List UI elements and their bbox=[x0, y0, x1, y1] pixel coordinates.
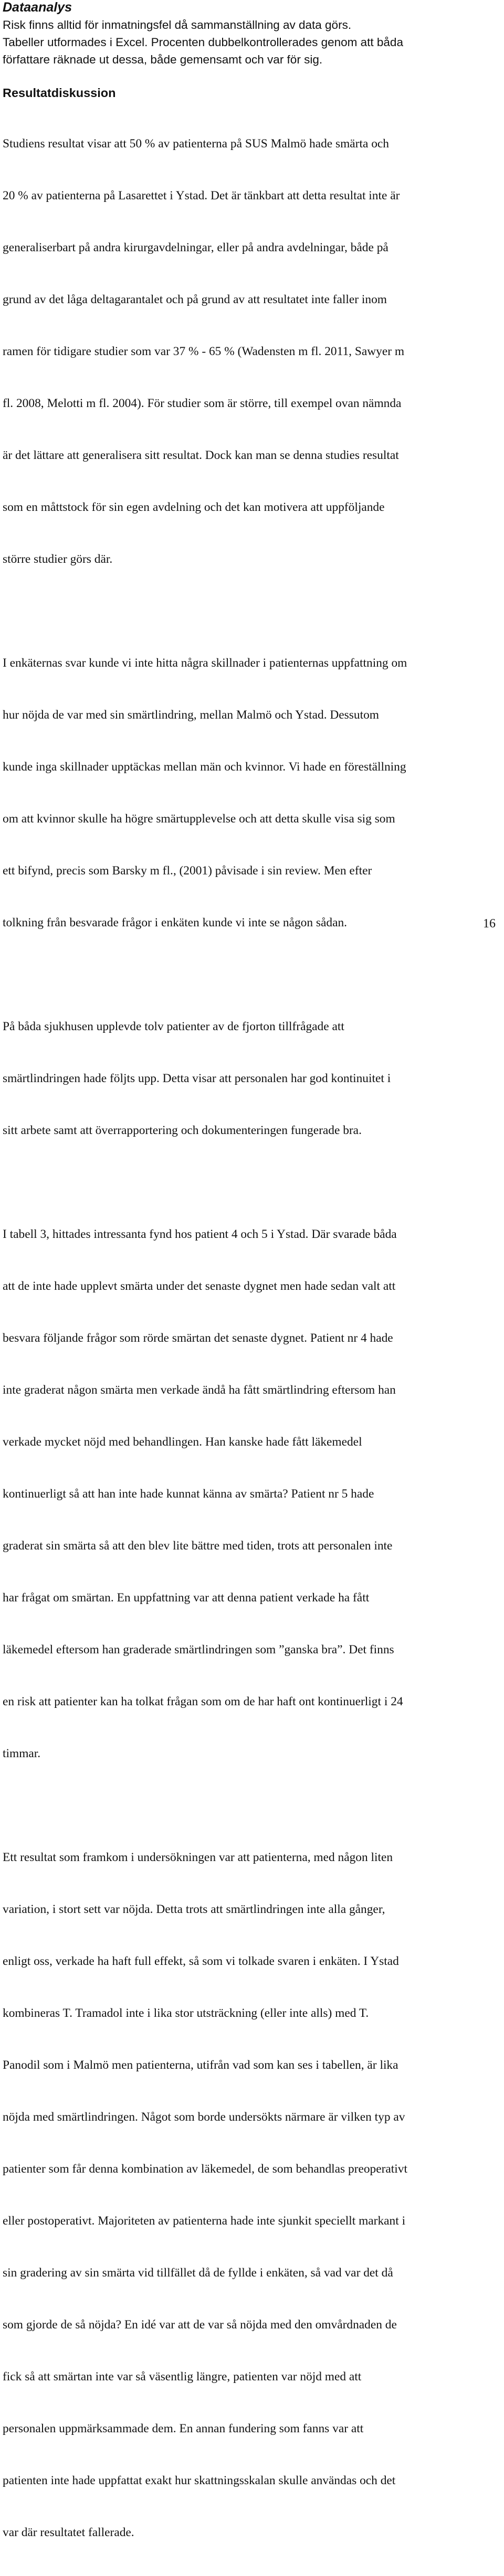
paragraph-line: smärtlindringen hade följts upp. Detta visar att personalen har god kontinuitet i bbox=[3, 1072, 391, 1085]
section-heading-resultatdiskussion: Resultatdiskussion bbox=[3, 86, 116, 100]
paragraph-line: Tabeller utformades i Excel. Procenten dubbelkontrollerades genom att båda bbox=[3, 36, 403, 49]
paragraph-1 bbox=[3, 101, 496, 603]
paragraph-line: personalen uppmärksammade dem. En annan fundering som fanns var att bbox=[3, 2422, 364, 2435]
paragraph-line: en risk att patienter kan ha tolkat frågan som om de har haft ont kontinuerligt i 24 bbox=[3, 1695, 403, 1708]
paragraph-line: sitt arbete samt att överrapportering och dokumenteringen fungerade bra. bbox=[3, 1124, 362, 1137]
paragraph-line: På båda sjukhusen upplevde tolv patienter av de fjorton tillfrågade att bbox=[3, 1020, 344, 1033]
paragraph-line: variation, i stort sett var nöjda. Detta trots att smärtlindringen inte alla gånger, bbox=[3, 1902, 385, 1916]
paragraph-line: I enkäternas svar kunde vi inte hitta några skillnader i patienternas uppfattning om bbox=[3, 656, 407, 670]
paragraph-line: Panodil som i Malmö men patienterna, utifrån vad som kan ses i tabellen, är lika bbox=[3, 2058, 398, 2072]
paragraph-line: tolkning från besvarade frågor i enkäten kunde vi inte se någon sådan. bbox=[3, 916, 348, 929]
paragraph-line: inte graderat någon smärta men verkade ändå ha fått smärtlindring eftersom han bbox=[3, 1383, 396, 1397]
paragraph-line: patienten inte hade uppfattat exakt hur skattningsskalan skulle användas och det bbox=[3, 2474, 396, 2487]
paragraph-line: Ett resultat som framkom i undersökningen var att patienterna, med någon liten bbox=[3, 1851, 393, 1864]
paragraph-line: I tabell 3, hittades intressanta fynd hos patient 4 och 5 i Ystad. Där svarade båda bbox=[3, 1227, 397, 1241]
paragraph-line: graderat sin smärta så att den blev lite bättre med tiden, trots att personalen inte bbox=[3, 1539, 393, 1553]
paragraph-line: ramen för tidigare studier som var 37 % - 65 % (Wadensten m fl. 2011, Sawyer m bbox=[3, 345, 405, 358]
paragraph-line: kontinuerligt så att han inte hade kunnat känna av smärta? Patient nr 5 hade bbox=[3, 1487, 374, 1501]
paragraph-line: nöjda med smärtlindringen. Något som borde undersökts närmare är vilken typ av bbox=[3, 2110, 405, 2124]
paragraph-line: större studier görs där. bbox=[3, 552, 113, 566]
paragraph-line: besvara följande frågor som rörde smärtan det senaste dygnet. Patient nr 4 hade bbox=[3, 1331, 393, 1345]
paragraph-line: ett bifynd, precis som Barsky m fl., (2001) påvisade i sin review. Men efter bbox=[3, 864, 372, 878]
paragraph-line: fick så att smärtan inte var så väsentlig längre, patienten var nöjd med att bbox=[3, 2370, 362, 2383]
page-number: 16 bbox=[483, 917, 496, 931]
paragraph-line: Studiens resultat visar att 50 % av patienterna på SUS Malmö hade smärta och bbox=[3, 137, 389, 151]
document-page bbox=[3, 0, 496, 2576]
paragraph-line: patienter som får denna kombination av läkemedel, de som behandlas preoperativt bbox=[3, 2162, 407, 2176]
paragraph-line: var där resultatet fallerade. bbox=[3, 2526, 134, 2539]
paragraph-line: hur nöjda de var med sin smärtlindring, mellan Malmö och Ystad. Dessutom bbox=[3, 708, 379, 722]
paragraph-5 bbox=[3, 1814, 496, 2576]
paragraph-line: Risk finns alltid för inmatningsfel då sammanställning av data görs. bbox=[3, 18, 352, 31]
paragraph-line: generaliserbart på andra kirurgavdelningar, eller på andra avdelningar, både på bbox=[3, 241, 388, 254]
paragraph-line: kombineras T. Tramadol inte i lika stor utsträckning (eller inte alls) med T. bbox=[3, 2006, 369, 2020]
paragraph-line: timmar. bbox=[3, 1747, 41, 1760]
dataanalys-paragraph bbox=[3, 16, 496, 68]
paragraph-line: sin gradering av sin smärta vid tillfället då de fyllde i enkäten, så vad var det då bbox=[3, 2266, 393, 2280]
paragraph-line: som en måttstock för sin egen avdelning och det kan motivera att uppföljande bbox=[3, 500, 385, 514]
paragraph-line: har frågat om smärtan. En uppfattning var att denna patient verkade ha fått bbox=[3, 1591, 370, 1605]
paragraph-line: grund av det låga deltagarantalet och på grund av att resultatet inte faller inom bbox=[3, 293, 387, 306]
paragraph-4 bbox=[3, 1191, 496, 1797]
paragraph-line: läkemedel eftersom han graderade smärtlindringen som ”ganska bra”. Det finns bbox=[3, 1643, 394, 1656]
paragraph-line: 20 % av patienterna på Lasarettet i Ystad. Det är tänkbart att detta resultat inte är bbox=[3, 189, 400, 202]
paragraph-line: om att kvinnor skulle ha högre smärtupplevelse och att detta skulle visa sig som bbox=[3, 812, 395, 826]
paragraph-line: är det lättare att generalisera sitt resultat. Dock kan man se denna studies resultat bbox=[3, 448, 399, 462]
paragraph-line: kunde inga skillnader upptäckas mellan män och kvinnor. Vi hade en föreställning bbox=[3, 760, 406, 774]
paragraph-line: enligt oss, verkade ha haft full effekt, så som vi tolkade svaren i enkäten. I Ystad bbox=[3, 1954, 399, 1968]
paragraph-line: att de inte hade upplevt smärta under det senaste dygnet men hade sedan valt att bbox=[3, 1279, 396, 1293]
paragraph-line: eller postoperativt. Majoriteten av patienterna hade inte sjunkit speciellt markant i bbox=[3, 2214, 406, 2228]
section-heading-dataanalys: Dataanalys bbox=[3, 0, 72, 15]
paragraph-line: fl. 2008, Melotti m fl. 2004). För studier som är större, till exempel ovan nämnda bbox=[3, 397, 402, 410]
paragraph-line: som gjorde de så nöjda? En idé var att de var så nöjda med den omvårdnaden de bbox=[3, 2318, 397, 2332]
paragraph-line: författare räknade ut dessa, både gemensamt och var för sig. bbox=[3, 53, 323, 66]
paragraph-line: verkade mycket nöjd med behandlingen. Han kanske hade fått läkemedel bbox=[3, 1435, 362, 1449]
paragraph-3 bbox=[3, 984, 496, 1174]
paragraph-2 bbox=[3, 620, 496, 966]
